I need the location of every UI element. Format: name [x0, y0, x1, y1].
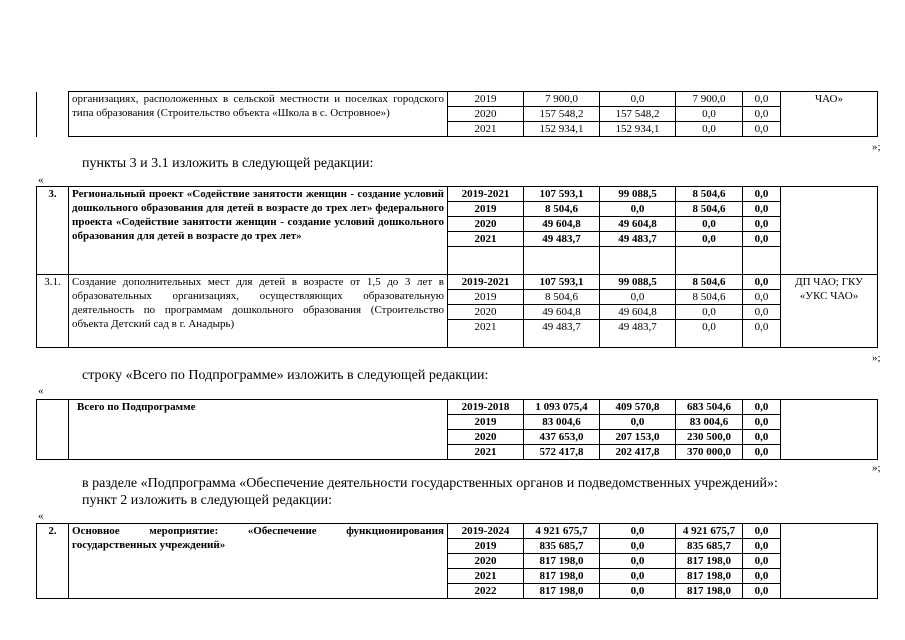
total-cell: 49 604,8 [524, 305, 600, 320]
year-cell: 2019 [448, 92, 524, 107]
total-cell: 1 093 075,4 [524, 400, 600, 415]
opening-quote: « [38, 385, 44, 397]
empty-cell [524, 247, 600, 275]
table-row [37, 524, 878, 539]
year-cell: 2019 [448, 539, 524, 554]
other-cell: 0,0 [743, 524, 781, 539]
federal-cell: 49 483,7 [600, 320, 676, 348]
total-cell: 437 653,0 [524, 430, 600, 445]
federal-cell: 207 153,0 [600, 430, 676, 445]
federal-cell: 49 604,8 [600, 217, 676, 232]
year-cell: 2019 [448, 202, 524, 217]
opening-quote: « [38, 174, 44, 186]
table-row [37, 400, 878, 415]
activity-description: Региональный проект «Содействие занятости женщин - создание условий дошкольного образования для детей в возрасте до трех лет» федерального проекта «Содействие занятости женщин - создание условий дошкольного образования для детей в возрасте до трех лет» [69, 187, 448, 275]
federal-cell: 0,0 [600, 584, 676, 599]
federal-cell: 0,0 [600, 202, 676, 217]
other-cell: 0,0 [743, 275, 781, 290]
year-cell: 2020 [448, 554, 524, 569]
executor-cell: ДП ЧАО; ГКУ «УКС ЧАО» [781, 275, 878, 348]
total-cell: 49 483,7 [524, 232, 600, 247]
other-cell: 0,0 [743, 232, 781, 247]
paragraph-text: пункт 2 изложить в следующей редакции: [82, 493, 332, 508]
closing-quote: »; [872, 352, 881, 364]
total-cell: 7 900,0 [524, 92, 600, 107]
executor-cell [781, 400, 878, 460]
other-cell: 0,0 [743, 107, 781, 122]
empty-cell [448, 247, 524, 275]
activity-description: Основное мероприятие: «Обеспечение функционирования государственных учреждений» [69, 524, 448, 599]
year-cell: 2021 [448, 445, 524, 460]
year-cell: 2019-2024 [448, 524, 524, 539]
regional-cell: 0,0 [676, 122, 743, 137]
year-cell: 2020 [448, 430, 524, 445]
federal-cell: 0,0 [600, 554, 676, 569]
regional-cell: 230 500,0 [676, 430, 743, 445]
regional-cell: 370 000,0 [676, 445, 743, 460]
regional-cell: 0,0 [676, 320, 743, 348]
activity-description: организациях, расположенных в сельской местности и поселках городского типа образования (Строительство объекта «Школа в с. Островное») [69, 92, 448, 137]
year-cell: 2020 [448, 217, 524, 232]
total-cell: 817 198,0 [524, 584, 600, 599]
closing-quote: »; [872, 141, 881, 153]
table-regional-project [36, 186, 878, 348]
regional-cell: 4 921 675,7 [676, 524, 743, 539]
total-cell: 83 004,6 [524, 415, 600, 430]
regional-cell: 0,0 [676, 305, 743, 320]
total-cell: 152 934,1 [524, 122, 600, 137]
year-cell: 2021 [448, 122, 524, 137]
table-main-activity [36, 523, 878, 599]
year-cell: 2021 [448, 232, 524, 247]
other-cell: 0,0 [743, 290, 781, 305]
other-cell: 0,0 [743, 415, 781, 430]
total-cell: 49 483,7 [524, 320, 600, 348]
year-cell: 2021 [448, 569, 524, 584]
empty-cell [676, 247, 743, 275]
other-cell: 0,0 [743, 217, 781, 232]
other-cell: 0,0 [743, 305, 781, 320]
year-cell: 2019-2021 [448, 187, 524, 202]
row-number [37, 92, 69, 137]
regional-cell: 8 504,6 [676, 275, 743, 290]
empty-cell [600, 247, 676, 275]
year-cell: 2021 [448, 320, 524, 348]
regional-cell: 8 504,6 [676, 290, 743, 305]
other-cell: 0,0 [743, 554, 781, 569]
other-cell: 0,0 [743, 445, 781, 460]
other-cell: 0,0 [743, 122, 781, 137]
federal-cell: 0,0 [600, 524, 676, 539]
table-row [37, 187, 878, 202]
row-number [37, 400, 69, 460]
other-cell: 0,0 [743, 569, 781, 584]
table-row [37, 275, 878, 290]
total-cell: 572 417,8 [524, 445, 600, 460]
total-label: Всего по Подпрограмме [69, 400, 448, 460]
regional-cell: 0,0 [676, 107, 743, 122]
row-number: 2. [37, 524, 69, 599]
total-cell: 8 504,6 [524, 290, 600, 305]
executor-cell [781, 187, 878, 275]
paragraph-text: пункты 3 и 3.1 изложить в следующей редакции: [82, 156, 374, 171]
activity-description: Создание дополнительных мест для детей в возрасте от 1,5 до 3 лет в образовательных организациях, осуществляющих образовательную деятельность по программам дошкольного образования (Строительство объекта Детский сад в г. Анадырь) [69, 275, 448, 348]
paragraph-text: в разделе «Подпрограмма «Обеспечение деятельности государственных органов и подведомственных учреждений»: [82, 476, 778, 491]
federal-cell: 99 088,5 [600, 275, 676, 290]
empty-cell [743, 247, 781, 275]
federal-cell: 49 483,7 [600, 232, 676, 247]
total-cell: 49 604,8 [524, 217, 600, 232]
year-cell: 2019-2018 [448, 400, 524, 415]
federal-cell: 152 934,1 [600, 122, 676, 137]
year-cell: 2020 [448, 107, 524, 122]
total-cell: 107 593,1 [524, 275, 600, 290]
other-cell: 0,0 [743, 400, 781, 415]
total-cell: 157 548,2 [524, 107, 600, 122]
regional-cell: 835 685,7 [676, 539, 743, 554]
federal-cell: 0,0 [600, 569, 676, 584]
other-cell: 0,0 [743, 320, 781, 348]
regional-cell: 0,0 [676, 232, 743, 247]
executor-cell: ЧАО» [781, 92, 878, 137]
federal-cell: 202 417,8 [600, 445, 676, 460]
table-row [37, 92, 878, 107]
other-cell: 0,0 [743, 539, 781, 554]
federal-cell: 0,0 [600, 92, 676, 107]
total-cell: 4 921 675,7 [524, 524, 600, 539]
table-subprogram-total [36, 399, 878, 460]
row-number: 3. [37, 187, 69, 275]
paragraph-text: строку «Всего по Подпрограмме» изложить в следующей редакции: [82, 368, 489, 383]
regional-cell: 683 504,6 [676, 400, 743, 415]
other-cell: 0,0 [743, 202, 781, 217]
federal-cell: 0,0 [600, 415, 676, 430]
total-cell: 8 504,6 [524, 202, 600, 217]
total-cell: 817 198,0 [524, 569, 600, 584]
total-cell: 107 593,1 [524, 187, 600, 202]
federal-cell: 409 570,8 [600, 400, 676, 415]
year-cell: 2022 [448, 584, 524, 599]
closing-quote: »; [872, 462, 881, 474]
year-cell: 2019 [448, 290, 524, 305]
opening-quote: « [38, 510, 44, 522]
other-cell: 0,0 [743, 92, 781, 107]
table-school-ostrovnoe [36, 91, 878, 137]
regional-cell: 817 198,0 [676, 569, 743, 584]
regional-cell: 8 504,6 [676, 202, 743, 217]
federal-cell: 49 604,8 [600, 305, 676, 320]
year-cell: 2019-2021 [448, 275, 524, 290]
row-number: 3.1. [37, 275, 69, 348]
other-cell: 0,0 [743, 584, 781, 599]
federal-cell: 99 088,5 [600, 187, 676, 202]
year-cell: 2020 [448, 305, 524, 320]
executor-cell [781, 524, 878, 599]
total-cell: 817 198,0 [524, 554, 600, 569]
regional-cell: 0,0 [676, 217, 743, 232]
federal-cell: 157 548,2 [600, 107, 676, 122]
regional-cell: 817 198,0 [676, 554, 743, 569]
year-cell: 2019 [448, 415, 524, 430]
federal-cell: 0,0 [600, 290, 676, 305]
other-cell: 0,0 [743, 187, 781, 202]
total-cell: 835 685,7 [524, 539, 600, 554]
other-cell: 0,0 [743, 430, 781, 445]
regional-cell: 83 004,6 [676, 415, 743, 430]
regional-cell: 7 900,0 [676, 92, 743, 107]
regional-cell: 817 198,0 [676, 584, 743, 599]
regional-cell: 8 504,6 [676, 187, 743, 202]
federal-cell: 0,0 [600, 539, 676, 554]
